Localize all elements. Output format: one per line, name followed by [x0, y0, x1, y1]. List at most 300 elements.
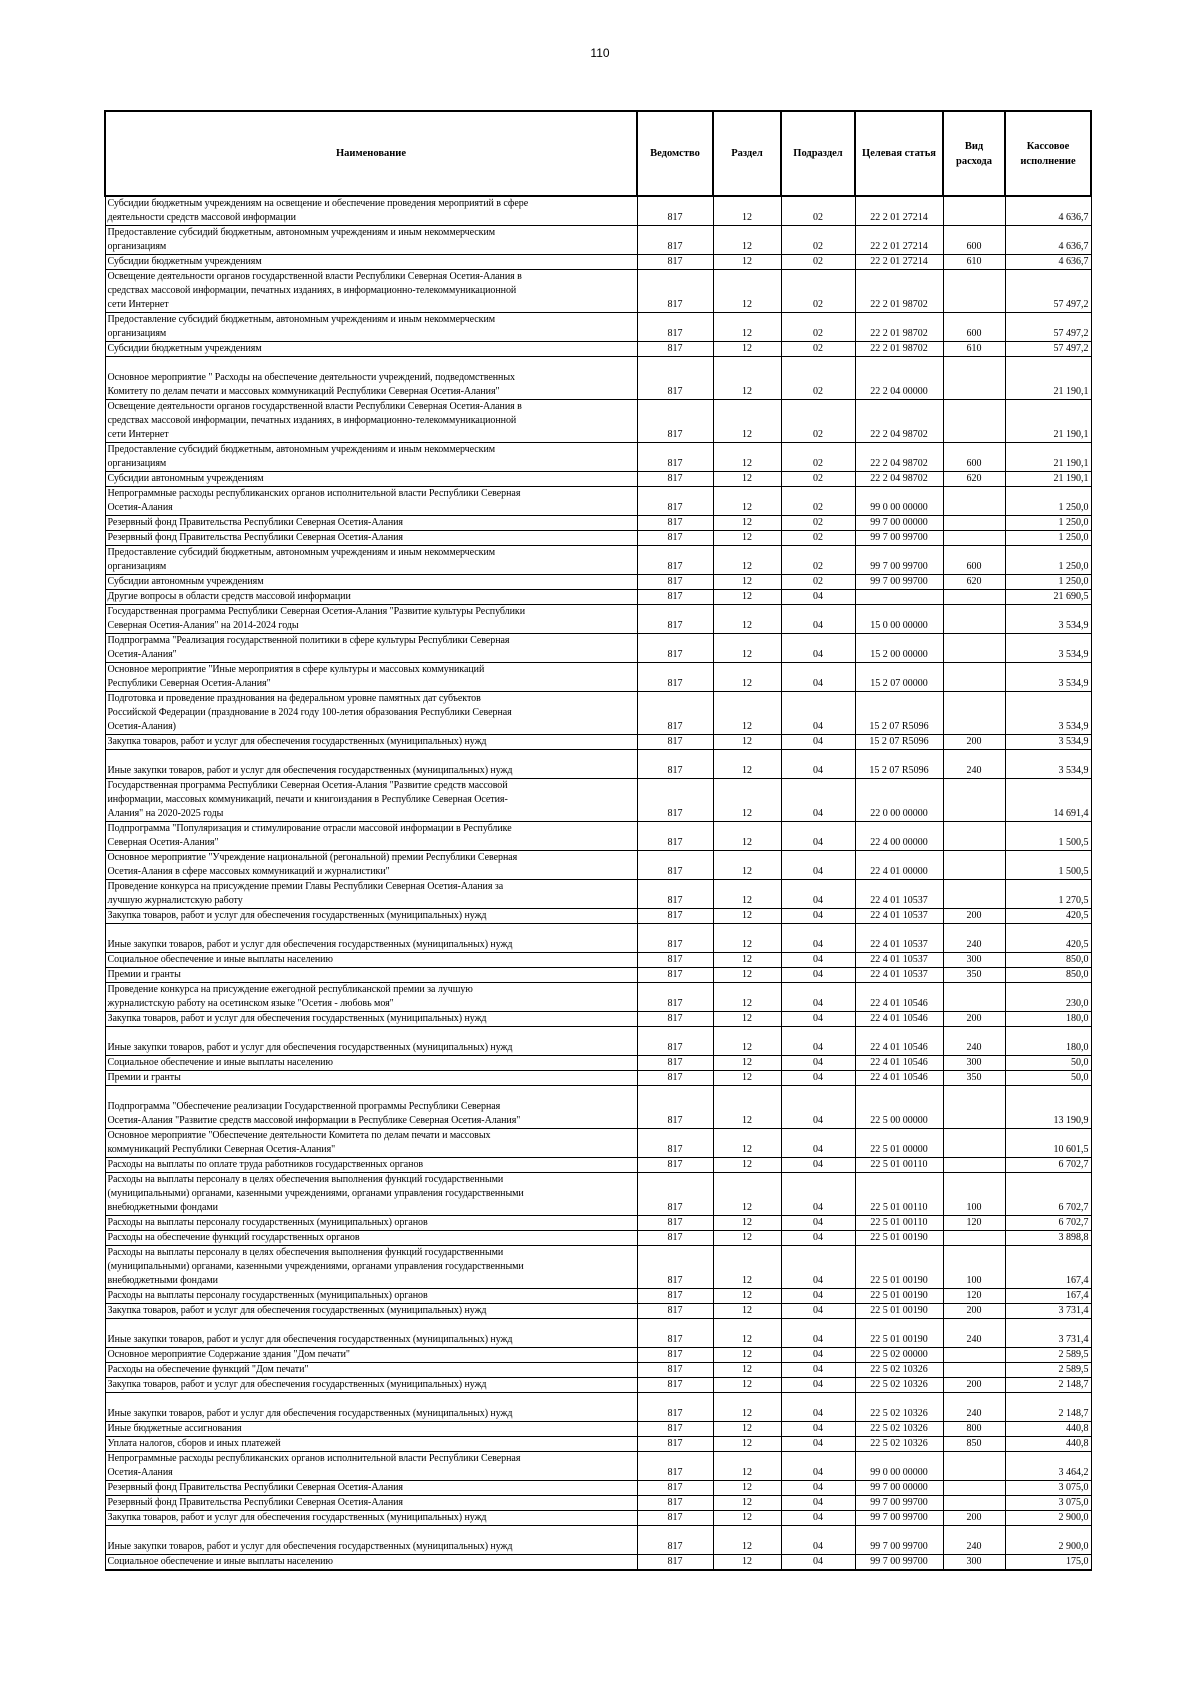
row-target-article: 99 0 00 00000 — [855, 1452, 943, 1481]
row-cash-execution: 167,4 — [1005, 1246, 1091, 1289]
row-cash-execution: 3 898,8 — [1005, 1231, 1091, 1246]
row-expense-type: 200 — [943, 1378, 1005, 1393]
row-name-line — [108, 1319, 635, 1333]
row-subsection: 02 — [781, 472, 855, 487]
table-row — [105, 1056, 1091, 1071]
table-row — [105, 1422, 1091, 1437]
row-section: 12 — [713, 531, 781, 546]
row-department: 817 — [637, 1422, 713, 1437]
row-subsection: 02 — [781, 226, 855, 255]
row-department: 817 — [637, 226, 713, 255]
row-name-line: Субсидии бюджетным учреждениям — [107, 256, 262, 267]
row-name-line: сети Интернет — [107, 429, 169, 440]
row-department: 817 — [637, 735, 713, 750]
row-section: 12 — [713, 1216, 781, 1231]
row-target-article: 15 2 07 R5096 — [855, 735, 943, 750]
row-expense-type: 240 — [943, 1027, 1005, 1056]
row-department: 817 — [637, 692, 713, 735]
row-name-line: Субсидии автономным учреждениям — [107, 576, 264, 587]
row-target-article: 99 7 00 99700 — [855, 575, 943, 590]
row-name — [105, 1422, 637, 1437]
row-name-line: Государственная программа Республики Северная Осетия-Алания "Развитие средств массовой — [107, 780, 508, 791]
row-department: 817 — [637, 1056, 713, 1071]
row-section: 12 — [713, 443, 781, 472]
row-section: 12 — [713, 1231, 781, 1246]
row-target-article: 22 4 01 10537 — [855, 953, 943, 968]
table-row — [105, 1173, 1091, 1216]
row-subsection: 04 — [781, 692, 855, 735]
row-target-article: 22 5 02 10326 — [855, 1378, 943, 1393]
row-cash-execution: 21 190,1 — [1005, 443, 1091, 472]
row-subsection: 04 — [781, 1129, 855, 1158]
row-cash-execution: 2 900,0 — [1005, 1526, 1091, 1555]
row-cash-execution: 3 534,9 — [1005, 663, 1091, 692]
row-name-line: (муниципальными) органами, казенными учреждениями, органами управления государственными — [107, 1188, 524, 1199]
row-expense-type — [943, 590, 1005, 605]
row-section: 12 — [713, 822, 781, 851]
row-target-article: 22 5 01 00000 — [855, 1129, 943, 1158]
table-row — [105, 443, 1091, 472]
row-target-article: 99 7 00 99700 — [855, 546, 943, 575]
row-cash-execution: 2 589,5 — [1005, 1363, 1091, 1378]
header-cash-execution: Кассовое исполнение — [1005, 111, 1091, 196]
row-name-line: Подготовка и проведение празднования на федеральном уровне памятных дат субъектов — [107, 693, 481, 704]
row-department: 817 — [637, 750, 713, 779]
row-name-line: Российской Федерации (празднование в 2024 году 100-летия образования Республики Северная — [107, 707, 512, 718]
row-cash-execution: 230,0 — [1005, 983, 1091, 1012]
row-cash-execution: 3 534,9 — [1005, 692, 1091, 735]
row-target-article: 22 5 01 00190 — [855, 1304, 943, 1319]
row-name-line: журналистскую работу на осетинском языке "Осетия - любовь моя" — [107, 998, 394, 1009]
row-name — [105, 1452, 637, 1481]
table-row — [105, 822, 1091, 851]
row-name-line: Осетия-Алания) — [107, 721, 176, 732]
row-cash-execution: 1 250,0 — [1005, 546, 1091, 575]
row-department: 817 — [637, 1012, 713, 1027]
row-name-line: Закупка товаров, работ и услуг для обеспечения государственных (муниципальных) нужд — [107, 1512, 487, 1523]
row-name-line: Предоставление субсидий бюджетным, автономным учреждениям и иным некоммерческим — [107, 314, 496, 325]
row-name-line: (муниципальными) органами, казенными учреждениями, органами управления государственными — [107, 1261, 524, 1272]
row-subsection: 02 — [781, 196, 855, 226]
row-department: 817 — [637, 1289, 713, 1304]
row-section: 12 — [713, 1511, 781, 1526]
row-department: 817 — [637, 983, 713, 1012]
row-expense-type: 100 — [943, 1173, 1005, 1216]
table-row — [105, 516, 1091, 531]
row-target-article: 22 5 01 00110 — [855, 1173, 943, 1216]
row-subsection: 04 — [781, 1422, 855, 1437]
row-cash-execution: 4 636,7 — [1005, 255, 1091, 270]
row-section: 12 — [713, 1393, 781, 1422]
row-department: 817 — [637, 822, 713, 851]
row-cash-execution: 14 691,4 — [1005, 779, 1091, 822]
row-name-line — [108, 1086, 635, 1100]
row-name — [105, 1012, 637, 1027]
table-row — [105, 1437, 1091, 1452]
row-section: 12 — [713, 1348, 781, 1363]
row-name-line: организациям — [107, 328, 167, 339]
row-department: 817 — [637, 953, 713, 968]
row-target-article: 22 4 01 10546 — [855, 1071, 943, 1086]
row-department: 817 — [637, 605, 713, 634]
row-expense-type: 240 — [943, 924, 1005, 953]
row-expense-type — [943, 516, 1005, 531]
row-cash-execution: 1 500,5 — [1005, 822, 1091, 851]
row-name-line: внебюджетными фондами — [107, 1202, 218, 1213]
row-cash-execution: 50,0 — [1005, 1056, 1091, 1071]
table-row — [105, 270, 1091, 313]
row-name-line: Закупка товаров, работ и услуг для обеспечения государственных (муниципальных) нужд — [107, 1305, 487, 1316]
row-cash-execution: 3 075,0 — [1005, 1496, 1091, 1511]
row-section: 12 — [713, 750, 781, 779]
row-cash-execution: 3 534,9 — [1005, 605, 1091, 634]
row-section: 12 — [713, 516, 781, 531]
row-name — [105, 909, 637, 924]
row-subsection: 04 — [781, 1452, 855, 1481]
row-expense-type: 620 — [943, 575, 1005, 590]
row-name — [105, 822, 637, 851]
table-row — [105, 1012, 1091, 1027]
row-name-line: Иные закупки товаров, работ и услуг для обеспечения государственных (муниципальных) нужд — [107, 939, 513, 950]
row-target-article: 22 5 01 00190 — [855, 1246, 943, 1289]
row-cash-execution: 50,0 — [1005, 1071, 1091, 1086]
table-row — [105, 735, 1091, 750]
row-department: 817 — [637, 968, 713, 983]
row-subsection: 04 — [781, 735, 855, 750]
row-name — [105, 1289, 637, 1304]
row-subsection: 04 — [781, 1363, 855, 1378]
table-row — [105, 313, 1091, 342]
row-expense-type: 120 — [943, 1216, 1005, 1231]
row-subsection: 04 — [781, 1173, 855, 1216]
row-section: 12 — [713, 1526, 781, 1555]
row-department: 817 — [637, 880, 713, 909]
table-row — [105, 575, 1091, 590]
row-section: 12 — [713, 1027, 781, 1056]
row-name — [105, 1056, 637, 1071]
row-name-line: деятельности средств массовой информации — [107, 212, 296, 223]
row-target-article: 22 5 01 00110 — [855, 1216, 943, 1231]
row-target-article: 22 4 01 10546 — [855, 1012, 943, 1027]
row-name-line: Расходы на выплаты персоналу государственных (муниципальных) органов — [107, 1290, 428, 1301]
row-department: 817 — [637, 255, 713, 270]
row-target-article: 22 2 04 98702 — [855, 472, 943, 487]
row-section: 12 — [713, 1363, 781, 1378]
row-subsection: 02 — [781, 516, 855, 531]
row-target-article: 22 0 00 00000 — [855, 779, 943, 822]
row-target-article: 99 7 00 99700 — [855, 1526, 943, 1555]
row-name-line: Проведение конкурса на присуждение премии Главы Республики Северная Осетия-Алания за — [107, 881, 504, 892]
row-cash-execution: 3 464,2 — [1005, 1452, 1091, 1481]
table-row — [105, 1158, 1091, 1173]
row-expense-type — [943, 487, 1005, 516]
row-name-line: Непрограммные расходы республиканских органов исполнительной власти Республики Северная — [107, 488, 521, 499]
row-department: 817 — [637, 851, 713, 880]
row-target-article: 22 4 01 10546 — [855, 983, 943, 1012]
row-cash-execution: 6 702,7 — [1005, 1173, 1091, 1216]
row-cash-execution: 2 148,7 — [1005, 1393, 1091, 1422]
row-target-article: 22 5 02 00000 — [855, 1348, 943, 1363]
row-section: 12 — [713, 880, 781, 909]
table-row — [105, 196, 1091, 226]
row-name-line — [108, 1393, 635, 1407]
row-section: 12 — [713, 1555, 781, 1571]
table-row — [105, 1289, 1091, 1304]
row-section: 12 — [713, 1378, 781, 1393]
row-department: 817 — [637, 1216, 713, 1231]
row-name — [105, 590, 637, 605]
table-row — [105, 909, 1091, 924]
row-subsection: 02 — [781, 313, 855, 342]
table-row — [105, 851, 1091, 880]
row-subsection: 04 — [781, 1056, 855, 1071]
table-row — [105, 1027, 1091, 1056]
row-name-line: Уплата налогов, сборов и иных платежей — [107, 1438, 281, 1449]
row-expense-type: 200 — [943, 1304, 1005, 1319]
row-name-line: Иные закупки товаров, работ и услуг для обеспечения государственных (муниципальных) нужд — [107, 1334, 513, 1345]
row-department: 817 — [637, 1086, 713, 1129]
row-name-line: средствах массовой информации, печатных изданиях, в информационно-телекоммуникационной — [107, 415, 517, 426]
row-expense-type: 200 — [943, 909, 1005, 924]
row-department: 817 — [637, 196, 713, 226]
row-name — [105, 546, 637, 575]
row-section: 12 — [713, 472, 781, 487]
row-target-article: 22 5 02 10326 — [855, 1437, 943, 1452]
row-name-line: Основное мероприятие "Обеспечение деятельности Комитета по делам печати и массовых — [107, 1130, 491, 1141]
row-target-article — [855, 590, 943, 605]
row-cash-execution: 850,0 — [1005, 953, 1091, 968]
row-name-line: Премии и гранты — [107, 1072, 181, 1083]
row-target-article: 22 5 02 10326 — [855, 1422, 943, 1437]
row-subsection: 02 — [781, 443, 855, 472]
row-name — [105, 1437, 637, 1452]
row-name-line: Социальное обеспечение и иные выплаты населению — [107, 954, 333, 965]
row-name — [105, 750, 637, 779]
row-name-line: Резервный фонд Правительства Республики Северная Осетия-Алания — [107, 1482, 403, 1493]
row-cash-execution: 2 148,7 — [1005, 1378, 1091, 1393]
row-target-article: 22 2 04 00000 — [855, 357, 943, 400]
row-subsection: 02 — [781, 546, 855, 575]
page-number: 110 — [590, 46, 610, 60]
row-name-line: средствах массовой информации, печатных изданиях, в информационно-телекоммуникационной — [107, 285, 517, 296]
row-target-article: 15 2 07 00000 — [855, 663, 943, 692]
row-section: 12 — [713, 692, 781, 735]
row-name-line: Иные закупки товаров, работ и услуг для обеспечения государственных (муниципальных) нужд — [107, 765, 513, 776]
row-department: 817 — [637, 779, 713, 822]
row-name — [105, 1027, 637, 1056]
row-subsection: 04 — [781, 1304, 855, 1319]
row-subsection: 04 — [781, 822, 855, 851]
table-row — [105, 953, 1091, 968]
row-target-article: 22 5 02 10326 — [855, 1363, 943, 1378]
row-expense-type — [943, 880, 1005, 909]
row-department: 817 — [637, 1555, 713, 1571]
row-cash-execution: 1 250,0 — [1005, 531, 1091, 546]
row-name — [105, 516, 637, 531]
row-expense-type: 350 — [943, 1071, 1005, 1086]
row-name-line: Осетия-Алания в сфере массовых коммуникаций и журналистики" — [107, 866, 390, 877]
row-cash-execution: 21 190,1 — [1005, 400, 1091, 443]
row-expense-type: 610 — [943, 255, 1005, 270]
table-row — [105, 400, 1091, 443]
row-cash-execution: 1 500,5 — [1005, 851, 1091, 880]
row-expense-type — [943, 1363, 1005, 1378]
row-subsection: 02 — [781, 270, 855, 313]
row-name — [105, 313, 637, 342]
row-section: 12 — [713, 663, 781, 692]
row-subsection: 04 — [781, 750, 855, 779]
row-target-article: 22 4 01 10546 — [855, 1056, 943, 1071]
row-name-line: Закупка товаров, работ и услуг для обеспечения государственных (муниципальных) нужд — [107, 1379, 487, 1390]
row-name-line: Освещение деятельности органов государственной власти Республики Северная Осетия-Алания в — [107, 271, 522, 282]
row-section: 12 — [713, 487, 781, 516]
row-name-line: Расходы на выплаты персоналу государственных (муниципальных) органов — [107, 1217, 428, 1228]
table-row — [105, 779, 1091, 822]
row-name-line: внебюджетными фондами — [107, 1275, 218, 1286]
row-cash-execution: 3 534,9 — [1005, 750, 1091, 779]
row-name — [105, 1555, 637, 1571]
row-cash-execution: 180,0 — [1005, 1012, 1091, 1027]
row-name-line: Социальное обеспечение и иные выплаты населению — [107, 1057, 333, 1068]
row-cash-execution: 4 636,7 — [1005, 196, 1091, 226]
table-row — [105, 487, 1091, 516]
row-name-line: Осетия-Алания — [107, 502, 173, 513]
row-cash-execution: 6 702,7 — [1005, 1158, 1091, 1173]
row-expense-type — [943, 1452, 1005, 1481]
row-target-article: 22 2 01 98702 — [855, 313, 943, 342]
row-name — [105, 196, 637, 226]
row-name — [105, 634, 637, 663]
row-subsection: 04 — [781, 605, 855, 634]
row-section: 12 — [713, 1158, 781, 1173]
row-name — [105, 779, 637, 822]
table-header — [105, 111, 1091, 196]
row-name — [105, 443, 637, 472]
row-target-article: 22 5 01 00110 — [855, 1158, 943, 1173]
row-department: 817 — [637, 1481, 713, 1496]
row-target-article: 99 7 00 99700 — [855, 1496, 943, 1511]
row-name-line: Расходы на выплаты персоналу в целях обеспечения выполнения функций государственными — [107, 1247, 504, 1258]
row-name-line: сети Интернет — [107, 299, 169, 310]
header-subsection: Подраздел — [781, 111, 855, 196]
row-expense-type — [943, 196, 1005, 226]
row-department: 817 — [637, 487, 713, 516]
row-name — [105, 1363, 637, 1378]
row-target-article: 15 0 00 00000 — [855, 605, 943, 634]
row-section: 12 — [713, 1437, 781, 1452]
row-cash-execution: 1 270,5 — [1005, 880, 1091, 909]
table-row — [105, 1363, 1091, 1378]
table-row — [105, 1511, 1091, 1526]
row-department: 817 — [637, 590, 713, 605]
row-name-line: Социальное обеспечение и иные выплаты населению — [107, 1556, 333, 1567]
row-expense-type — [943, 1348, 1005, 1363]
row-subsection: 04 — [781, 1012, 855, 1027]
row-subsection: 04 — [781, 1246, 855, 1289]
row-name-line: Закупка товаров, работ и услуг для обеспечения государственных (муниципальных) нужд — [107, 736, 487, 747]
row-name — [105, 226, 637, 255]
row-name-line: организациям — [107, 458, 167, 469]
row-subsection: 04 — [781, 1086, 855, 1129]
row-name — [105, 1348, 637, 1363]
row-target-article: 99 7 00 99700 — [855, 1511, 943, 1526]
row-name-line — [108, 1027, 635, 1041]
row-target-article: 22 5 01 00190 — [855, 1289, 943, 1304]
row-section: 12 — [713, 1246, 781, 1289]
row-cash-execution: 3 075,0 — [1005, 1481, 1091, 1496]
row-expense-type — [943, 663, 1005, 692]
row-name-line: Основное мероприятие "Учреждение национальной (регональной) премии Республики Северная — [107, 852, 518, 863]
table-row — [105, 692, 1091, 735]
table-row — [105, 634, 1091, 663]
row-name-line: Осетия-Алания — [107, 1467, 173, 1478]
row-subsection: 02 — [781, 531, 855, 546]
row-name-line: Другие вопросы в области средств массовой информации — [107, 591, 351, 602]
row-expense-type — [943, 692, 1005, 735]
row-expense-type — [943, 1496, 1005, 1511]
row-section: 12 — [713, 1481, 781, 1496]
row-section: 12 — [713, 924, 781, 953]
row-name-line: лучшую журналистскую работу — [107, 895, 243, 906]
row-target-article: 99 7 00 99700 — [855, 1555, 943, 1571]
row-subsection: 04 — [781, 1496, 855, 1511]
row-name-line: Осетия-Алания" — [107, 649, 177, 660]
row-target-article: 22 4 01 00000 — [855, 851, 943, 880]
row-name — [105, 1304, 637, 1319]
row-target-article: 22 4 00 00000 — [855, 822, 943, 851]
row-target-article: 15 2 07 R5096 — [855, 750, 943, 779]
row-cash-execution: 420,5 — [1005, 924, 1091, 953]
row-subsection: 02 — [781, 255, 855, 270]
row-name-line: Северная Осетия-Алания" — [107, 837, 219, 848]
row-subsection: 04 — [781, 1393, 855, 1422]
row-section: 12 — [713, 851, 781, 880]
row-name-line: Северная Осетия-Алания" на 2014-2024 годы — [107, 620, 299, 631]
row-department: 817 — [637, 1173, 713, 1216]
row-name-line: Государственная программа Республики Северная Осетия-Алания "Развитие культуры Республики — [107, 606, 526, 617]
row-section: 12 — [713, 1422, 781, 1437]
row-target-article: 15 2 00 00000 — [855, 634, 943, 663]
row-name — [105, 270, 637, 313]
row-cash-execution: 175,0 — [1005, 1555, 1091, 1571]
row-subsection: 04 — [781, 1526, 855, 1555]
row-expense-type — [943, 1231, 1005, 1246]
row-target-article: 22 5 01 00190 — [855, 1231, 943, 1246]
row-subsection: 04 — [781, 1231, 855, 1246]
table-row — [105, 1393, 1091, 1422]
row-expense-type: 120 — [943, 1289, 1005, 1304]
row-section: 12 — [713, 779, 781, 822]
header-name: Наименование — [105, 111, 637, 196]
table-row — [105, 605, 1091, 634]
row-department: 817 — [637, 1158, 713, 1173]
table-body — [105, 196, 1091, 1570]
row-section: 12 — [713, 953, 781, 968]
row-name-line: Иные закупки товаров, работ и услуг для обеспечения государственных (муниципальных) нужд — [107, 1541, 513, 1552]
row-department: 817 — [637, 1319, 713, 1348]
row-department: 817 — [637, 546, 713, 575]
row-name — [105, 1319, 637, 1348]
row-name-line: Субсидии бюджетным учреждениям на освещение и обеспечение проведения мероприятий в сфере — [107, 198, 529, 209]
row-cash-execution: 440,8 — [1005, 1437, 1091, 1452]
table-row — [105, 590, 1091, 605]
row-department: 817 — [637, 1129, 713, 1158]
table-row — [105, 1452, 1091, 1481]
row-section: 12 — [713, 313, 781, 342]
row-expense-type: 240 — [943, 1319, 1005, 1348]
row-target-article: 22 2 01 98702 — [855, 270, 943, 313]
row-section: 12 — [713, 1452, 781, 1481]
